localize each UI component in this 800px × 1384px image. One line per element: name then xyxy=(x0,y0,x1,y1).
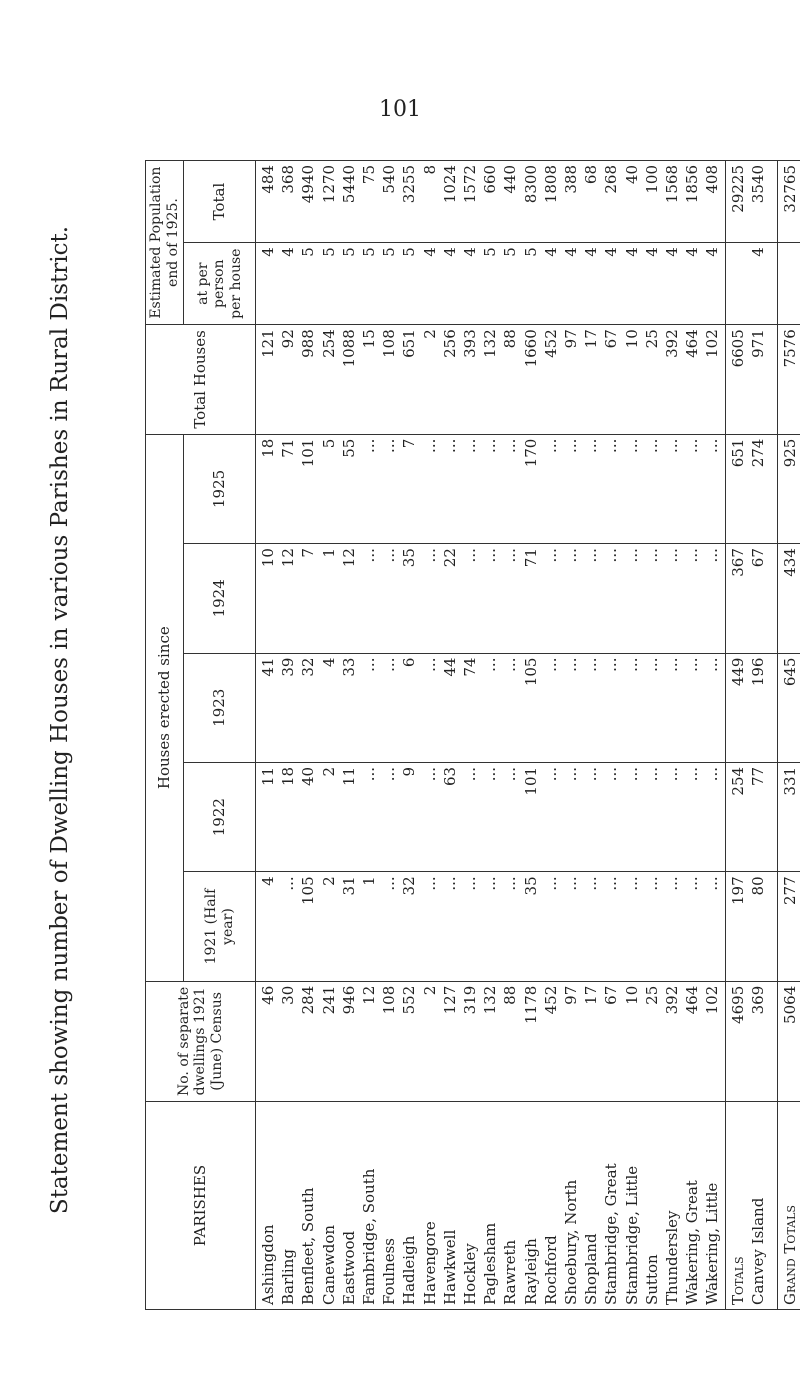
totals-value: 367 xyxy=(729,548,747,577)
row-value: 102 xyxy=(703,985,722,1015)
row-value: ... xyxy=(622,548,641,563)
row-value: 46 xyxy=(259,985,277,1005)
row-value: ... xyxy=(279,876,298,891)
row-value: 284 xyxy=(299,985,318,1015)
row-value: 5440 xyxy=(339,165,358,204)
row-value: ... xyxy=(541,657,560,672)
row-value: ... xyxy=(481,876,500,891)
row-value: ... xyxy=(663,657,682,672)
row-value: ... xyxy=(481,766,500,782)
row-value: 17 xyxy=(582,985,601,1005)
row-value: 105 xyxy=(521,657,540,687)
row-value: 2 xyxy=(319,766,338,777)
row-value: ... xyxy=(461,876,480,891)
row-value: 651 xyxy=(400,329,419,358)
parish-name: Thundersley xyxy=(663,1210,682,1305)
row-value: 101 xyxy=(521,766,540,796)
row-value: ... xyxy=(501,657,520,672)
row-value: 1808 xyxy=(541,165,560,204)
row-value: 97 xyxy=(562,985,581,1005)
totals-value: 67 xyxy=(749,548,768,568)
row-value: 63 xyxy=(440,766,459,787)
parish-name: Benfleet, South xyxy=(299,1187,318,1305)
row-value: 101 xyxy=(299,438,318,468)
totals-per-house xyxy=(726,243,778,325)
row-value: ... xyxy=(440,438,459,453)
row-value: 5 xyxy=(319,247,338,257)
row-value: ... xyxy=(703,438,722,453)
parish-name: Stambridge, Great xyxy=(602,1163,621,1305)
row-value: ... xyxy=(541,438,560,453)
row-value: ... xyxy=(622,657,641,672)
row-value: ... xyxy=(360,766,379,782)
row-value: 319 xyxy=(461,985,480,1015)
header-separate-dwellings: No. of separate dwellings 1921 (June) Census xyxy=(146,981,256,1101)
row-value: 11 xyxy=(259,766,277,787)
row-value: 7 xyxy=(299,548,318,558)
row-value: 97 xyxy=(562,329,581,349)
header-1923: 1923 xyxy=(184,653,256,762)
col-1923 xyxy=(256,653,726,762)
col-separate-dwellings xyxy=(256,981,726,1101)
parish-name: Rawreth xyxy=(501,1239,520,1305)
row-value: 4 xyxy=(440,247,459,257)
row-value: ... xyxy=(602,548,621,563)
row-value: ... xyxy=(622,876,641,891)
row-value: ... xyxy=(642,657,661,672)
parish-name: Hawkwell xyxy=(440,1229,459,1305)
row-value: ... xyxy=(481,548,500,563)
row-value: ... xyxy=(683,438,702,453)
row-value: 8300 xyxy=(521,165,540,204)
row-value: ... xyxy=(703,876,722,891)
row-value: ... xyxy=(703,766,722,782)
grand-1922: 331 xyxy=(778,762,800,871)
row-value: 1 xyxy=(360,876,379,886)
row-value: 75 xyxy=(360,165,379,185)
row-value: 408 xyxy=(703,165,722,194)
row-value: ... xyxy=(683,657,702,672)
row-value: 22 xyxy=(440,548,459,568)
totals-value: 274 xyxy=(749,438,768,468)
header-1921: 1921 (Half year) xyxy=(184,872,256,981)
col-1925 xyxy=(256,434,726,543)
totals-value: 196 xyxy=(749,657,768,687)
totals-1925 xyxy=(726,434,778,543)
row-value: ... xyxy=(380,548,399,563)
row-value: 1568 xyxy=(663,165,682,204)
row-value: 4 xyxy=(562,247,581,257)
row-value: 1660 xyxy=(521,329,540,368)
row-value: 11 xyxy=(339,766,358,787)
statement-title: Statement showing number of Dwelling Houses in various Parishes in Rural District. xyxy=(47,225,73,1215)
row-value: ... xyxy=(360,438,379,453)
row-value: 1024 xyxy=(440,165,459,204)
row-value: 55 xyxy=(339,438,358,458)
row-value: 5 xyxy=(521,247,540,257)
row-value: 5 xyxy=(319,438,338,449)
row-value: 4 xyxy=(319,657,338,668)
header-1925: 1925 xyxy=(184,434,256,543)
grand-1924: 434 xyxy=(778,544,800,653)
row-value: ... xyxy=(380,766,399,782)
header-at-per-person: at per person per house xyxy=(184,243,256,325)
totals-value xyxy=(728,247,748,320)
row-value: 1856 xyxy=(683,165,702,204)
row-value: 18 xyxy=(279,766,298,787)
row-value: 1178 xyxy=(521,985,540,1024)
row-value: 108 xyxy=(380,985,399,1015)
totals-value: 6605 xyxy=(729,329,747,368)
row-value: ... xyxy=(380,438,399,453)
row-value: ... xyxy=(420,876,439,891)
row-value: 17 xyxy=(582,329,601,349)
row-value: 44 xyxy=(440,657,459,677)
row-value: 127 xyxy=(440,985,459,1015)
row-value: 132 xyxy=(481,985,500,1015)
row-value: ... xyxy=(360,657,379,672)
row-value: ... xyxy=(481,657,500,672)
row-value: 392 xyxy=(663,985,682,1015)
row-value: 88 xyxy=(501,985,520,1005)
row-value: ... xyxy=(642,876,661,891)
row-value: 4 xyxy=(602,247,621,257)
totals-value: 651 xyxy=(729,438,747,468)
row-value: ... xyxy=(642,766,661,782)
row-value: 4 xyxy=(259,247,277,257)
row-value: ... xyxy=(501,438,520,453)
totals-1924 xyxy=(726,544,778,653)
row-value: 121 xyxy=(259,329,277,358)
row-value: 12 xyxy=(279,548,298,568)
parish-name: Barling xyxy=(279,1249,298,1305)
row-value: 25 xyxy=(642,329,661,349)
row-value: ... xyxy=(582,657,601,672)
parish-name: Shoebury, North xyxy=(562,1179,581,1305)
row-value: 40 xyxy=(299,766,318,787)
grand-total-houses: 7576 xyxy=(778,325,800,434)
row-value: 4 xyxy=(279,247,298,257)
col-1922 xyxy=(256,762,726,871)
row-value: ... xyxy=(562,876,581,891)
totals-value: 29225 xyxy=(729,165,747,213)
row-value: 67 xyxy=(602,329,621,349)
row-value: 452 xyxy=(541,329,560,358)
row-value: 32 xyxy=(400,876,419,896)
totals-1921 xyxy=(726,872,778,981)
row-value: 4 xyxy=(642,247,661,257)
row-value: 4 xyxy=(541,247,560,257)
row-value: 74 xyxy=(461,657,480,677)
parish-name: Hockley xyxy=(461,1243,480,1305)
header-estimated-population: Estimated Population end of 1925. xyxy=(146,161,184,325)
row-value: 4 xyxy=(622,247,641,257)
totals-label: Totals xyxy=(729,1256,747,1305)
parish-name: Shopland xyxy=(582,1233,601,1305)
totals-value: 80 xyxy=(749,876,768,896)
parish-name: Eastwood xyxy=(339,1230,358,1305)
totals-value: 77 xyxy=(749,766,768,787)
row-value: 105 xyxy=(299,876,318,905)
row-value: 5 xyxy=(299,247,318,257)
totals-label: Canvey Island xyxy=(749,1197,768,1305)
row-value: 4 xyxy=(461,247,480,257)
header-total-houses: Total Houses xyxy=(146,325,256,434)
row-value: 71 xyxy=(521,548,540,568)
row-value: ... xyxy=(541,548,560,563)
row-value: ... xyxy=(541,766,560,782)
row-value: ... xyxy=(501,766,520,782)
row-value: 35 xyxy=(521,876,540,896)
row-value: ... xyxy=(582,876,601,891)
row-value: ... xyxy=(440,876,459,891)
row-value: 6 xyxy=(400,657,419,668)
grand-per-house xyxy=(778,243,800,325)
row-value: ... xyxy=(683,548,702,563)
totals-separate-dwellings xyxy=(726,981,778,1101)
row-value: ... xyxy=(541,876,560,891)
totals-value: 369 xyxy=(749,985,768,1015)
row-value: 12 xyxy=(360,985,379,1005)
row-value: 18 xyxy=(259,438,277,458)
row-value: ... xyxy=(663,876,682,891)
row-value: 12 xyxy=(339,548,358,568)
row-value: ... xyxy=(602,657,621,672)
grand-1925: 925 xyxy=(778,434,800,543)
row-value: 4940 xyxy=(299,165,318,204)
row-value: 368 xyxy=(279,165,298,194)
row-value: 5 xyxy=(339,247,358,257)
row-value: ... xyxy=(622,766,641,782)
row-value: ... xyxy=(663,548,682,563)
row-value: 268 xyxy=(602,165,621,194)
row-value: ... xyxy=(420,548,439,563)
parish-name: Havengore xyxy=(420,1221,439,1305)
header-1922: 1922 xyxy=(184,762,256,871)
row-value: 100 xyxy=(642,165,661,194)
totals-value: 4695 xyxy=(729,985,747,1024)
grand-total-population: 32765 xyxy=(778,161,800,243)
parish-name: Foulness xyxy=(380,1237,399,1305)
page-number: 101 xyxy=(379,97,421,122)
parish-name: Ashingdon xyxy=(259,1224,277,1305)
row-value: 92 xyxy=(279,329,298,349)
row-value: 32 xyxy=(299,657,318,677)
row-value: 8 xyxy=(420,165,439,175)
col-per-house xyxy=(256,243,726,325)
parish-name: Sutton xyxy=(642,1254,661,1305)
row-value: 1270 xyxy=(319,165,338,204)
row-value: ... xyxy=(642,548,661,563)
totals-value: 4 xyxy=(749,247,768,257)
totals-1922 xyxy=(726,762,778,871)
row-value: 256 xyxy=(440,329,459,358)
parish-name: Wakering, Little xyxy=(703,1182,722,1305)
row-value: ... xyxy=(461,548,480,563)
row-value: 452 xyxy=(541,985,560,1015)
row-value: ... xyxy=(360,548,379,563)
row-value: 1572 xyxy=(461,165,480,204)
row-value: ... xyxy=(683,766,702,782)
row-value: ... xyxy=(703,657,722,672)
row-value: 108 xyxy=(380,329,399,358)
row-value: ... xyxy=(703,548,722,563)
row-value: 40 xyxy=(622,165,641,185)
dwelling-houses-table xyxy=(145,160,800,1310)
row-value: 30 xyxy=(279,985,298,1005)
row-value: 88 xyxy=(501,329,520,349)
grand-separate-dwellings: 5064 xyxy=(778,981,800,1101)
row-value: ... xyxy=(562,766,581,782)
row-value: ... xyxy=(602,876,621,891)
row-value: 5 xyxy=(481,247,500,257)
row-value: 484 xyxy=(259,165,277,194)
grand-1921: 277 xyxy=(778,872,800,981)
row-value: 2 xyxy=(420,329,439,339)
row-value: 4 xyxy=(420,247,439,257)
row-value: ... xyxy=(582,438,601,453)
col-1924 xyxy=(256,544,726,653)
row-value: 254 xyxy=(319,329,338,358)
row-value: ... xyxy=(562,657,581,672)
row-value: ... xyxy=(602,438,621,453)
row-value: 5 xyxy=(400,247,419,257)
header-total: Total xyxy=(184,161,256,243)
row-value: 102 xyxy=(703,329,722,358)
row-value: 7 xyxy=(400,438,419,449)
parish-name: Canewdon xyxy=(319,1224,338,1305)
row-value: 39 xyxy=(279,657,298,677)
row-value: 67 xyxy=(602,985,621,1005)
row-value: 552 xyxy=(400,985,419,1015)
row-value: ... xyxy=(380,876,399,891)
row-value: 1088 xyxy=(339,329,358,368)
row-value: 464 xyxy=(683,985,702,1015)
totals-value: 254 xyxy=(729,766,747,796)
row-value: 170 xyxy=(521,438,540,468)
row-value: ... xyxy=(562,548,581,563)
totals-1923 xyxy=(726,653,778,762)
col-1921 xyxy=(256,872,726,981)
row-value: 4 xyxy=(663,247,682,257)
parish-name: Rochford xyxy=(541,1235,560,1305)
row-value: 3255 xyxy=(400,165,419,204)
parish-name: Stambridge, Little xyxy=(622,1165,641,1305)
row-value: 71 xyxy=(279,438,298,458)
totals-houses xyxy=(726,325,778,434)
row-value: ... xyxy=(501,876,520,891)
row-value: ... xyxy=(420,657,439,672)
row-value: 10 xyxy=(259,548,277,568)
parish-name: Fambridge, South xyxy=(360,1168,379,1305)
row-value: ... xyxy=(562,438,581,453)
totals-value: 449 xyxy=(729,657,747,687)
totals-value: 971 xyxy=(749,329,768,358)
row-value: 31 xyxy=(339,876,358,896)
row-value: 4 xyxy=(703,247,722,257)
parish-name: Wakering, Great xyxy=(683,1180,702,1305)
row-value: 4 xyxy=(683,247,702,257)
row-value: 5 xyxy=(380,247,399,257)
row-value: 68 xyxy=(582,165,601,185)
row-value: ... xyxy=(582,766,601,782)
row-value: 1 xyxy=(319,548,338,558)
grand-1923: 645 xyxy=(778,653,800,762)
col-total-population xyxy=(256,161,726,243)
header-parishes: PARISHES xyxy=(146,1102,256,1310)
row-value: 988 xyxy=(299,329,318,358)
row-value: 15 xyxy=(360,329,379,349)
parish-name: Hadleigh xyxy=(400,1235,419,1305)
row-value: 4 xyxy=(582,247,601,257)
row-value: ... xyxy=(420,438,439,453)
row-value: ... xyxy=(461,438,480,453)
row-value: 241 xyxy=(319,985,338,1015)
row-value: 9 xyxy=(400,766,419,777)
row-value: 2 xyxy=(420,985,439,996)
row-value: ... xyxy=(461,766,480,782)
row-value: ... xyxy=(481,438,500,453)
totals-labels xyxy=(726,1102,778,1310)
row-value: 10 xyxy=(622,985,641,1005)
row-value: 25 xyxy=(642,985,661,1005)
totals-population xyxy=(726,161,778,243)
row-value: ... xyxy=(582,548,601,563)
col-total-houses xyxy=(256,325,726,434)
row-value: 35 xyxy=(400,548,419,568)
row-value: 464 xyxy=(683,329,702,358)
row-value: 393 xyxy=(461,329,480,358)
row-value: ... xyxy=(683,876,702,891)
parish-name: Paglesham xyxy=(481,1222,500,1305)
row-value: 33 xyxy=(339,657,358,677)
row-value: 946 xyxy=(339,985,358,1015)
row-value: 41 xyxy=(259,657,277,677)
totals-value: 3540 xyxy=(749,165,768,204)
header-houses-erected-since: Houses erected since xyxy=(146,434,184,981)
row-value: ... xyxy=(663,766,682,782)
row-value: 4 xyxy=(259,876,277,886)
row-value: 540 xyxy=(380,165,399,194)
totals-value: 197 xyxy=(729,876,747,905)
row-value: 392 xyxy=(663,329,682,358)
grand-totals-label: Grand Totals xyxy=(778,1102,800,1310)
row-value: ... xyxy=(642,438,661,453)
parish-list xyxy=(256,1102,726,1310)
row-value: 388 xyxy=(562,165,581,194)
row-value: ... xyxy=(622,438,641,453)
parish-name: Rayleigh xyxy=(521,1238,540,1305)
row-value: 10 xyxy=(622,329,641,349)
row-value: 440 xyxy=(501,165,520,194)
row-value: 5 xyxy=(360,247,379,257)
row-value: ... xyxy=(602,766,621,782)
row-value: ... xyxy=(380,657,399,672)
row-value: 2 xyxy=(319,876,338,886)
row-value: 132 xyxy=(481,329,500,358)
row-value: 660 xyxy=(481,165,500,194)
row-value: ... xyxy=(663,438,682,453)
row-value: ... xyxy=(420,766,439,782)
row-value: ... xyxy=(501,548,520,563)
header-1924: 1924 xyxy=(184,544,256,653)
rotated-table-wrapper xyxy=(145,160,799,1310)
row-value: 5 xyxy=(501,247,520,257)
